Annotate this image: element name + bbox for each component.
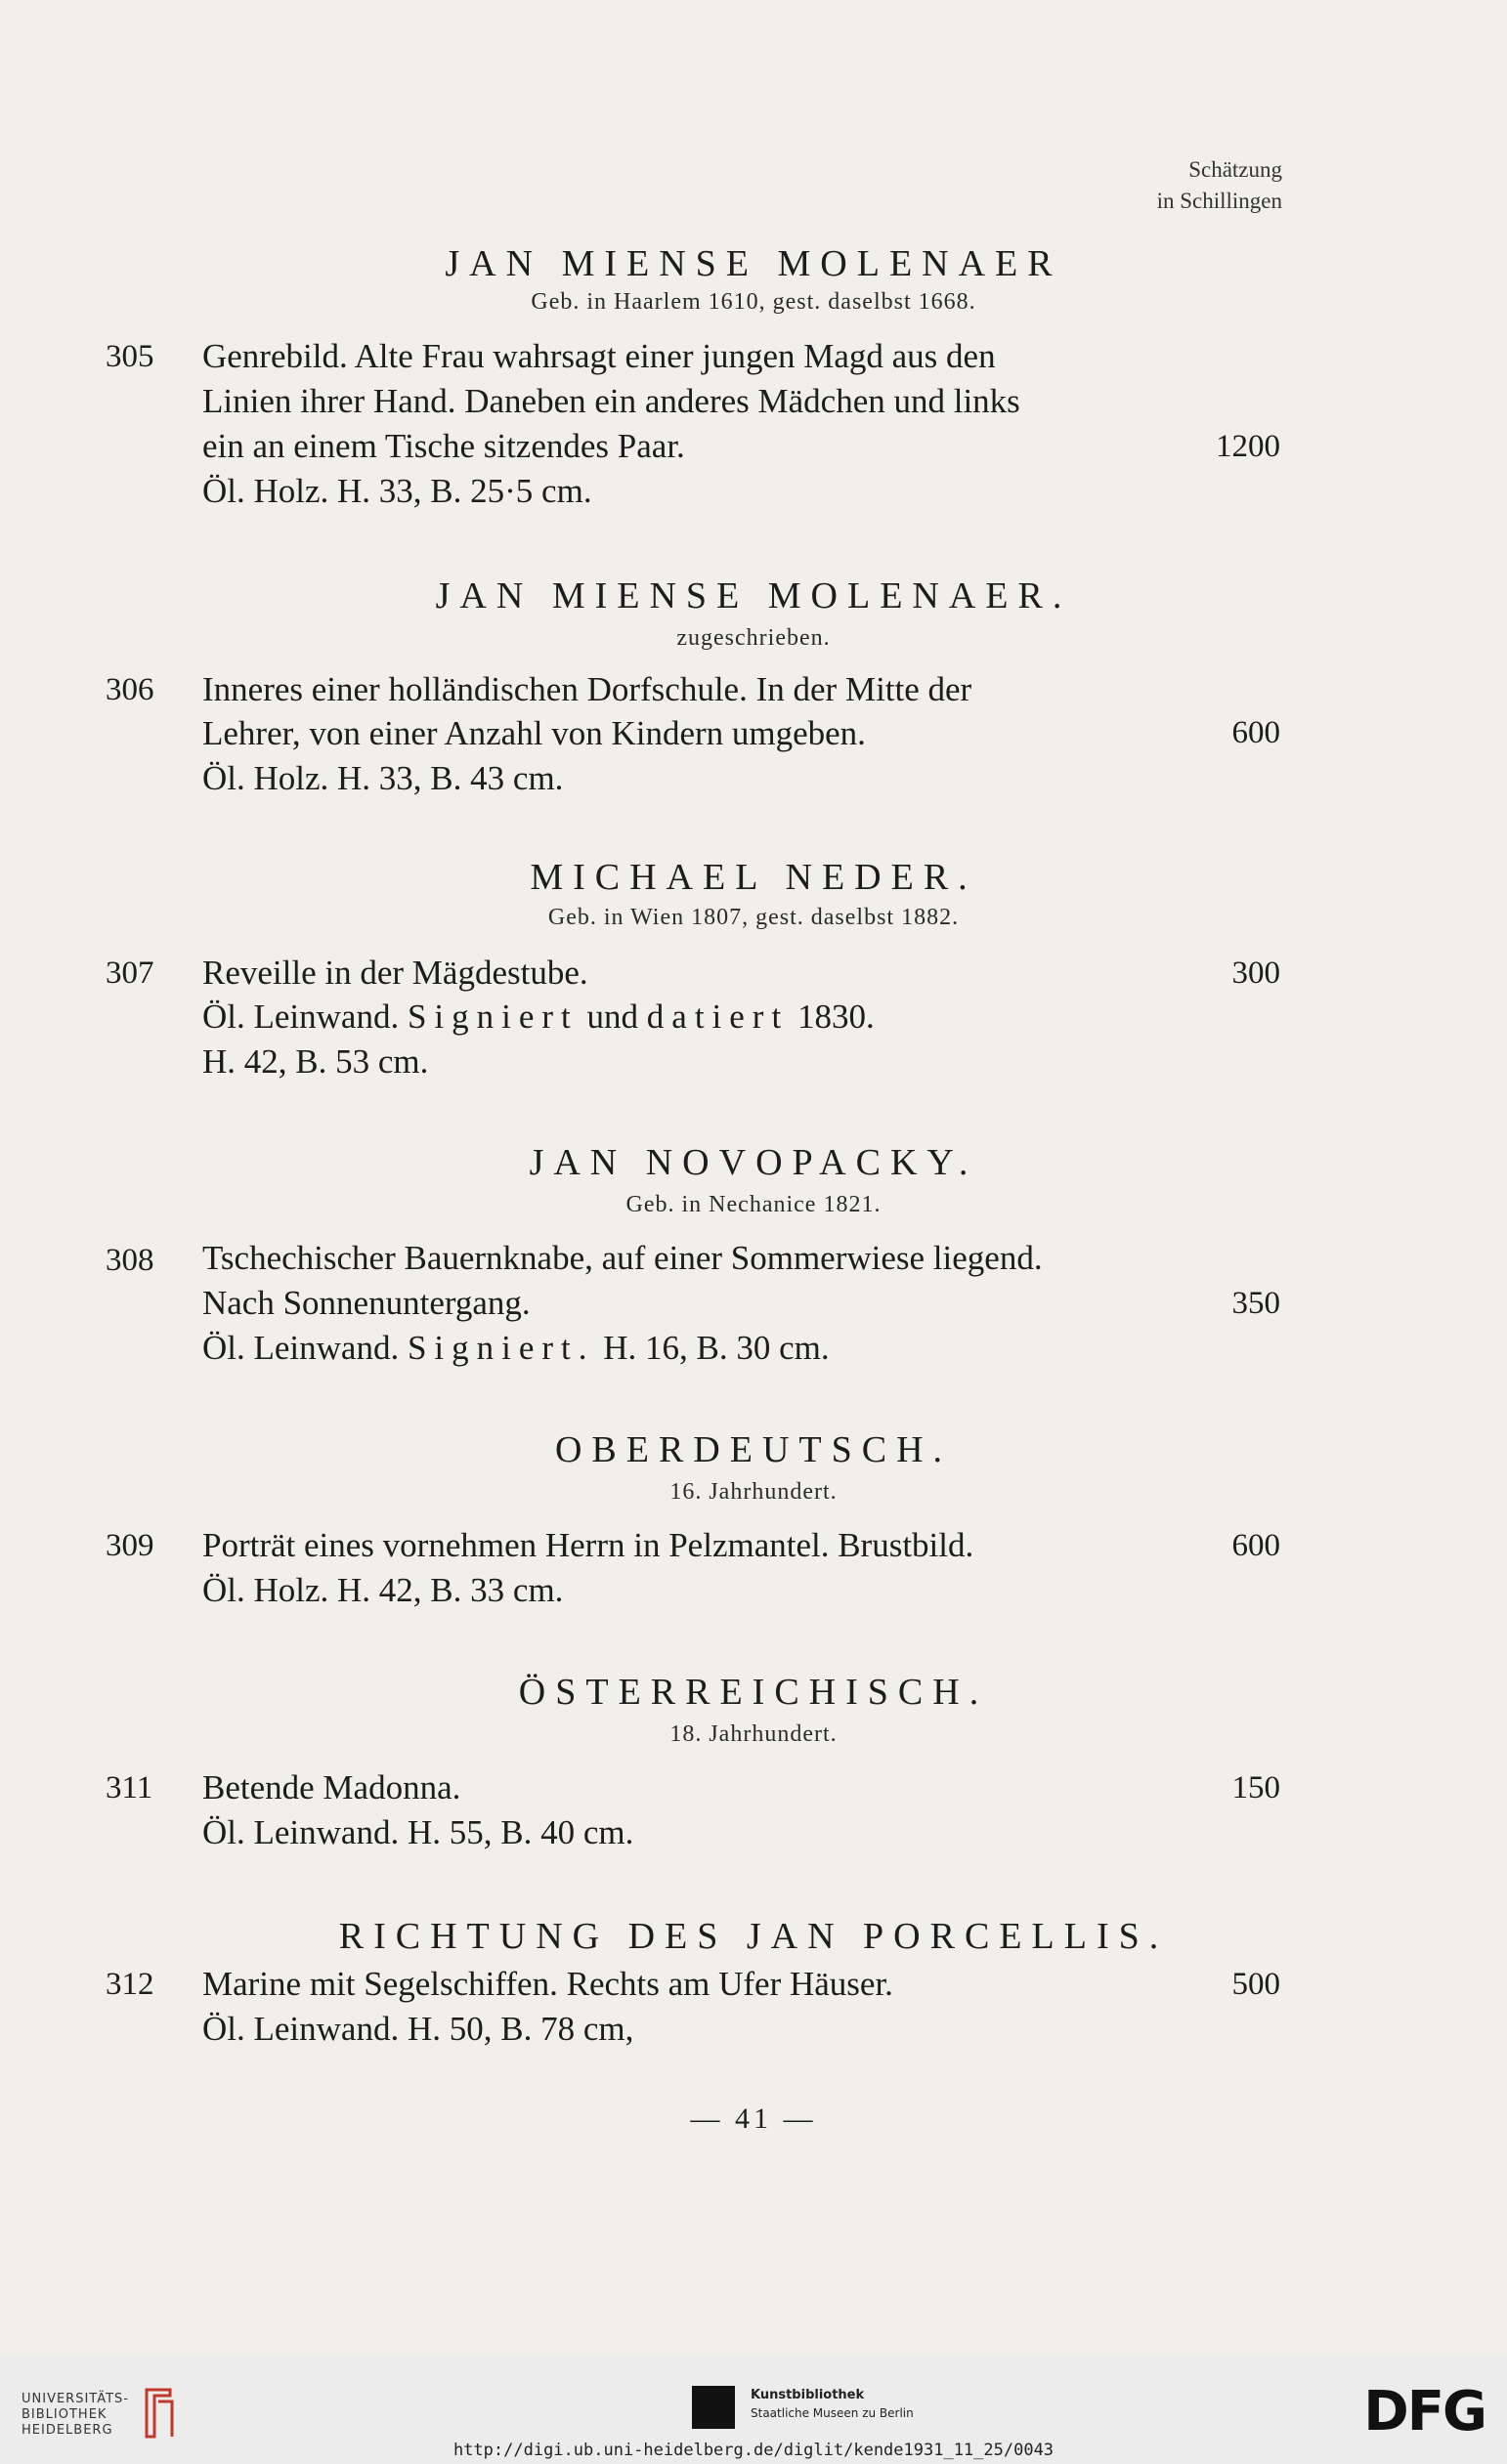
dated-note: datiert (646, 998, 790, 1036)
date-year: 1830. (797, 998, 875, 1036)
lot-text: Öl. Leinwand. H. 55, B. 40 cm. (202, 1813, 634, 1851)
artist-heading: ÖSTERREICHISCH. (518, 1672, 989, 1713)
lot-text: Marine mit Segelschiffen. Rechts am Ufer Häuser. (202, 1965, 893, 2003)
lot-text: Öl. Holz. H. 33, B. 25·5 cm. (202, 472, 592, 510)
artist-heading: RICHTUNG DES JAN PORCELLIS. (338, 1916, 1169, 1957)
kunstbibliothek-text (751, 2386, 914, 2422)
lot-text-line (202, 1329, 830, 1368)
lot-text: Lehrer, von einer Anzahl von Kindern umgeben. (202, 714, 866, 752)
source-url[interactable]: http://digi.ub.uni-heidelberg.de/diglit/kende1931_11_25/0043 (452, 2441, 1055, 2460)
lot-text: Nach Sonnenuntergang. (202, 1284, 531, 1322)
estimate-header (1157, 154, 1282, 217)
lot-number: 311 (106, 1770, 153, 1806)
artist-heading: JAN MIENSE MOLENAER (445, 243, 1062, 284)
kb-subtitle: Staatliche Museen zu Berlin (751, 2406, 914, 2420)
conjunction: und (586, 998, 639, 1036)
lot-text: H. 16, B. 30 cm. (603, 1329, 830, 1367)
artist-subtitle: Geb. in Haarlem 1610, gest. daselbst 1668. (531, 289, 976, 315)
artist-heading: MICHAEL NEDER. (530, 857, 977, 898)
lot-price: 150 (1231, 1770, 1280, 1806)
lot-text: Öl. Holz. H. 33, B. 43 cm. (202, 759, 564, 797)
lot-text: ein an einem Tische sitzendes Paar. (202, 427, 685, 465)
lot-text: Linien ihrer Hand. Daneben ein anderes Mädchen und links (202, 382, 1020, 420)
lot-price: 600 (1231, 1528, 1280, 1563)
lot-text: Öl. Holz. H. 42, B. 33 cm. (202, 1571, 564, 1609)
artist-heading: JAN MIENSE MOLENAER. (435, 575, 1072, 616)
lot-price: 300 (1231, 956, 1280, 991)
kb-title: Kunstbibliothek (751, 2388, 865, 2402)
signed-note: Signiert (407, 998, 579, 1036)
lot-text: Betende Madonna. (202, 1768, 461, 1806)
uni-line: UNIVERSITÄTS- (22, 2392, 129, 2406)
lot-text: Öl. Leinwand. (202, 1329, 400, 1367)
dfg-logo: DFG (1363, 2380, 1485, 2443)
kunstbibliothek-logo-icon (692, 2386, 735, 2429)
lot-text: H. 42, B. 53 cm. (202, 1042, 429, 1081)
uni-line: HEIDELBERG (22, 2423, 113, 2438)
university-logo-icon (137, 2384, 178, 2443)
lot-text: Öl. Leinwand. H. 50, B. 78 cm, (202, 2010, 634, 2048)
estimate-label: Schätzung (1188, 157, 1282, 182)
lot-price: 350 (1231, 1286, 1280, 1321)
uni-line: BIBLIOTHEK (22, 2407, 108, 2422)
estimate-unit: in Schillingen (1156, 189, 1282, 213)
lot-text: Porträt eines vornehmen Herrn in Pelzmantel. Brustbild. (202, 1526, 974, 1564)
artist-subtitle: Geb. in Wien 1807, gest. daselbst 1882. (547, 905, 960, 930)
university-library-logo-text (22, 2392, 129, 2439)
lot-number: 306 (106, 672, 154, 707)
lot-number: 309 (106, 1528, 154, 1563)
footer-bar (0, 2357, 1507, 2464)
lot-price: 600 (1231, 715, 1280, 750)
lot-text: Inneres einer holländischen Dorfschule. In der Mitte der (202, 670, 972, 708)
artist-heading: OBERDEUTSCH. (554, 1429, 953, 1470)
lot-number: 307 (106, 956, 154, 991)
artist-subtitle: 18. Jahrhundert. (669, 1721, 838, 1747)
lot-number: 305 (106, 339, 154, 374)
artist-subtitle: Geb. in Nechanice 1821. (625, 1192, 882, 1217)
page-number: — 41 — (690, 2103, 817, 2135)
lot-text-line (202, 998, 875, 1037)
artist-heading: JAN NOVOPACKY. (529, 1142, 978, 1183)
lot-number: 312 (106, 1967, 154, 2002)
lot-text: Genrebild. Alte Frau wahrsagt einer jungen Magd aus den (202, 337, 996, 375)
lot-price: 1200 (1216, 429, 1280, 464)
lot-number: 308 (106, 1243, 154, 1278)
lot-text: Öl. Leinwand. (202, 998, 400, 1036)
artist-subtitle: 16. Jahrhundert. (669, 1479, 838, 1505)
lot-price: 500 (1231, 1967, 1280, 2002)
signed-note: Signiert. (407, 1329, 595, 1367)
lot-text: Reveille in der Mägdestube. (202, 954, 588, 992)
lot-text: Tschechischer Bauernknabe, auf einer Sommerwiese liegend. (202, 1239, 1043, 1277)
artist-subtitle: zugeschrieben. (676, 625, 831, 651)
